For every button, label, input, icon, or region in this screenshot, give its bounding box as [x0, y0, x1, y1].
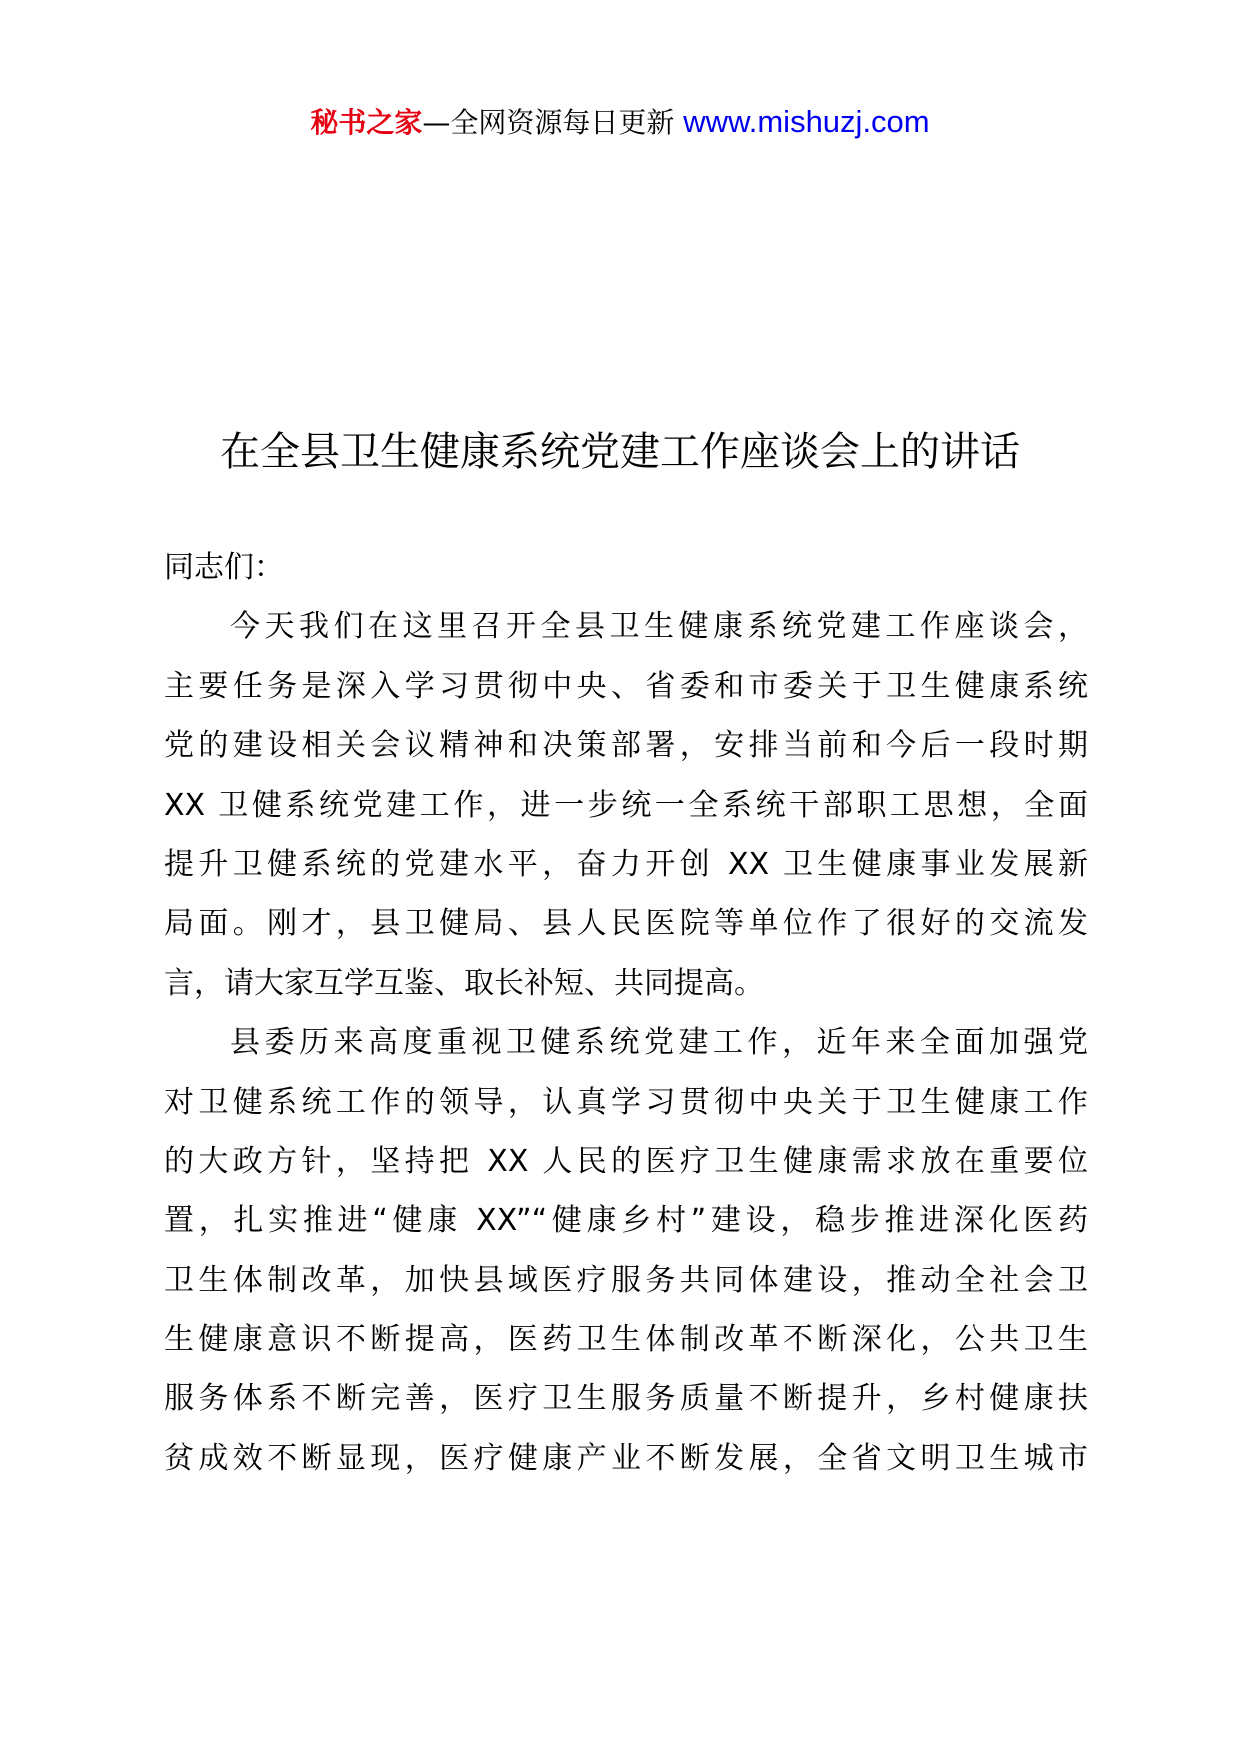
document-title: 在全县卫生健康系统党建工作座谈会上的讲话	[220, 429, 1020, 475]
salutation: 同志们：	[164, 550, 284, 585]
paragraph-line: 主要任务是深入学习贯彻中央、省委和市委关于卫生健康系统	[164, 668, 1088, 704]
paragraph-line: 对卫健系统工作的领导，认真学习贯彻中央关于卫生健康工作	[164, 1084, 1088, 1120]
paragraph-line: 生健康意识不断提高，医药卫生体制改革不断深化，公共卫生	[164, 1322, 1088, 1358]
paragraph-line: 置，扎实推进“健康 XX”“健康乡村”建设，稳步推进深化医药	[164, 1203, 1088, 1239]
paragraph-line: 提升卫健系统的党建水平，奋力开创 XX 卫生健康事业发展新	[164, 846, 1088, 882]
paragraph-line: 言，请大家互学互鉴、取长补短、共同提高。	[164, 965, 764, 1001]
paragraph-line: 局面。刚才，县卫健局、县人民医院等单位作了很好的交流发	[164, 906, 1088, 942]
paragraph-line: XX 卫健系统党建工作，进一步统一全系统干部职工思想，全面	[164, 787, 1088, 823]
paragraph-line: 党的建设相关会议精神和决策部署，安排当前和今后一段时期	[164, 728, 1088, 764]
site-tagline: —全网资源每日更新	[422, 106, 684, 139]
paragraph-1	[164, 597, 1088, 1013]
site-url-link[interactable]: www.mishuzj.com	[683, 104, 930, 139]
site-brand: 秘书之家	[310, 106, 423, 139]
site-header	[0, 102, 1240, 143]
paragraph-line: 县委历来高度重视卫健系统党建工作，近年来全面加强党	[230, 1025, 1088, 1061]
paragraph-line: 卫生体制改革，加快县域医疗服务共同体建设，推动全社会卫	[164, 1262, 1088, 1298]
paragraph-2	[164, 1013, 1088, 1488]
document-body	[164, 538, 1088, 1488]
paragraph-line: 今天我们在这里召开全县卫生健康系统党建工作座谈会，	[230, 609, 1088, 645]
paragraph-line: 贫成效不断显现，医疗健康产业不断发展，全省文明卫生城市	[164, 1440, 1088, 1476]
paragraph-line: 的大政方针，坚持把 XX 人民的医疗卫生健康需求放在重要位	[164, 1143, 1088, 1179]
paragraph-line: 服务体系不断完善，医疗卫生服务质量不断提升，乡村健康扶	[164, 1381, 1088, 1417]
